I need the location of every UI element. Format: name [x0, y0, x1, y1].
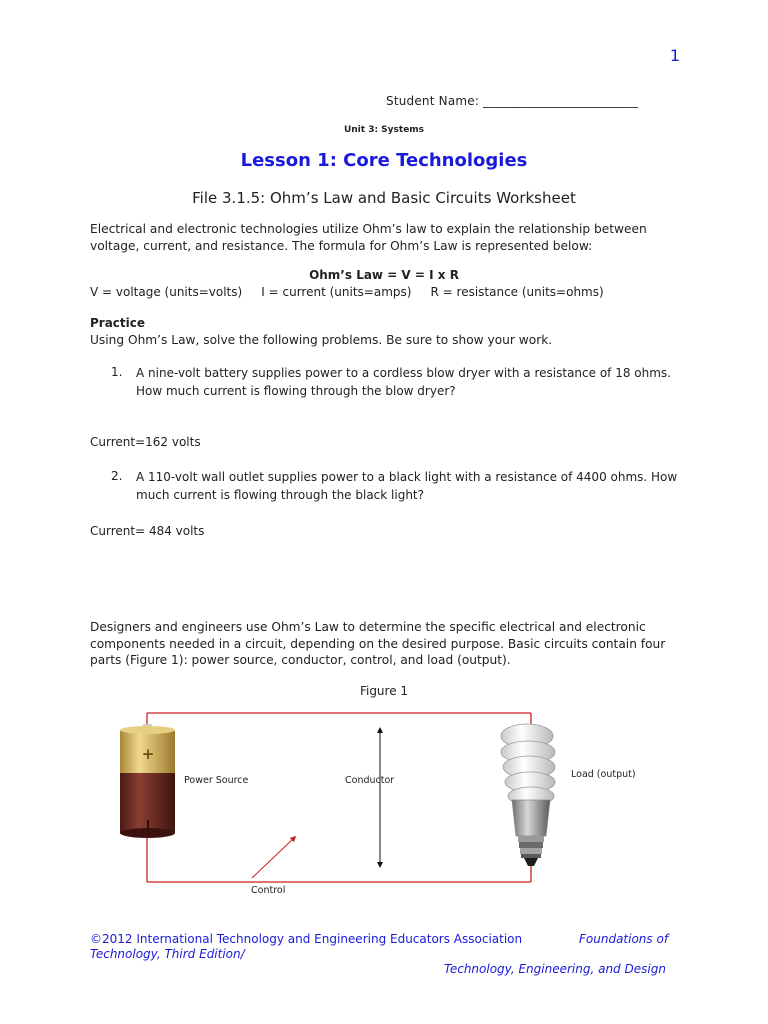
page-number: 1: [669, 46, 680, 65]
practice-instructions: Using Ohm’s Law, solve the following problems. Be sure to show your work.: [90, 333, 553, 347]
student-name-field: Student Name: _________________________: [386, 94, 639, 108]
question-number: 2.: [111, 469, 123, 483]
lesson-title: Lesson 1: Core Technologies: [240, 150, 528, 171]
question-text: A nine-volt battery supplies power to a cordless blow dryer with a resistance of 18 ohms. How much current is flowing through the blow dryer?: [136, 366, 671, 398]
intro-paragraph: Electrical and electronic technologies utilize Ohm’s law to explain the relationship between voltage, current, and resistance. The formula for Ohm’s Law is represented below:: [90, 222, 647, 253]
load-label: Load (output): [571, 769, 636, 780]
circuits-paragraph: Designers and engineers use Ohm’s Law to determine the specific electrical and electronic components needed in a circuit, depending on the desired purpose. Basic circuits contain four parts (Figure 1): power source, conductor, control, and load (output).: [90, 620, 666, 667]
variable-definitions: V = voltage (units=volts) I = current (units=amps) R = resistance (units=ohms): [90, 285, 604, 299]
unit-heading: Unit 3: Systems: [343, 125, 425, 135]
footer-series-title: Foundations of: [579, 932, 669, 946]
figure-caption: Figure 1: [359, 684, 409, 698]
question-text: A 110-volt wall outlet supplies power to a black light with a resistance of 4400 ohms. How much current is flowing through the black light?: [136, 470, 678, 502]
control-label: Control: [251, 885, 286, 896]
power-source-label: Power Source: [184, 775, 249, 786]
answer-text: Current=162 volts: [90, 435, 201, 449]
practice-heading: Practice: [90, 316, 146, 330]
control-arrow: [252, 838, 294, 878]
footer-copyright: ©2012 International Technology and Engineering Educators Association: [90, 932, 523, 946]
cfl-bulb-icon: [501, 724, 555, 866]
ohms-law-formula: Ohm’s Law = V = I x R: [309, 268, 459, 282]
battery-icon: [120, 724, 175, 838]
question-number: 1.: [111, 365, 123, 379]
answer-text: Current= 484 volts: [90, 524, 205, 538]
file-title: File 3.1.5: Ohm’s Law and Basic Circuits Worksheet: [192, 189, 576, 207]
battery-plus-symbol: +: [141, 745, 155, 763]
footer-course-title: Technology, Engineering, and Design: [444, 962, 666, 976]
footer-edition: Technology, Third Edition/: [90, 947, 245, 961]
conductor-label: Conductor: [345, 775, 395, 786]
circuit-wire: [147, 713, 531, 882]
